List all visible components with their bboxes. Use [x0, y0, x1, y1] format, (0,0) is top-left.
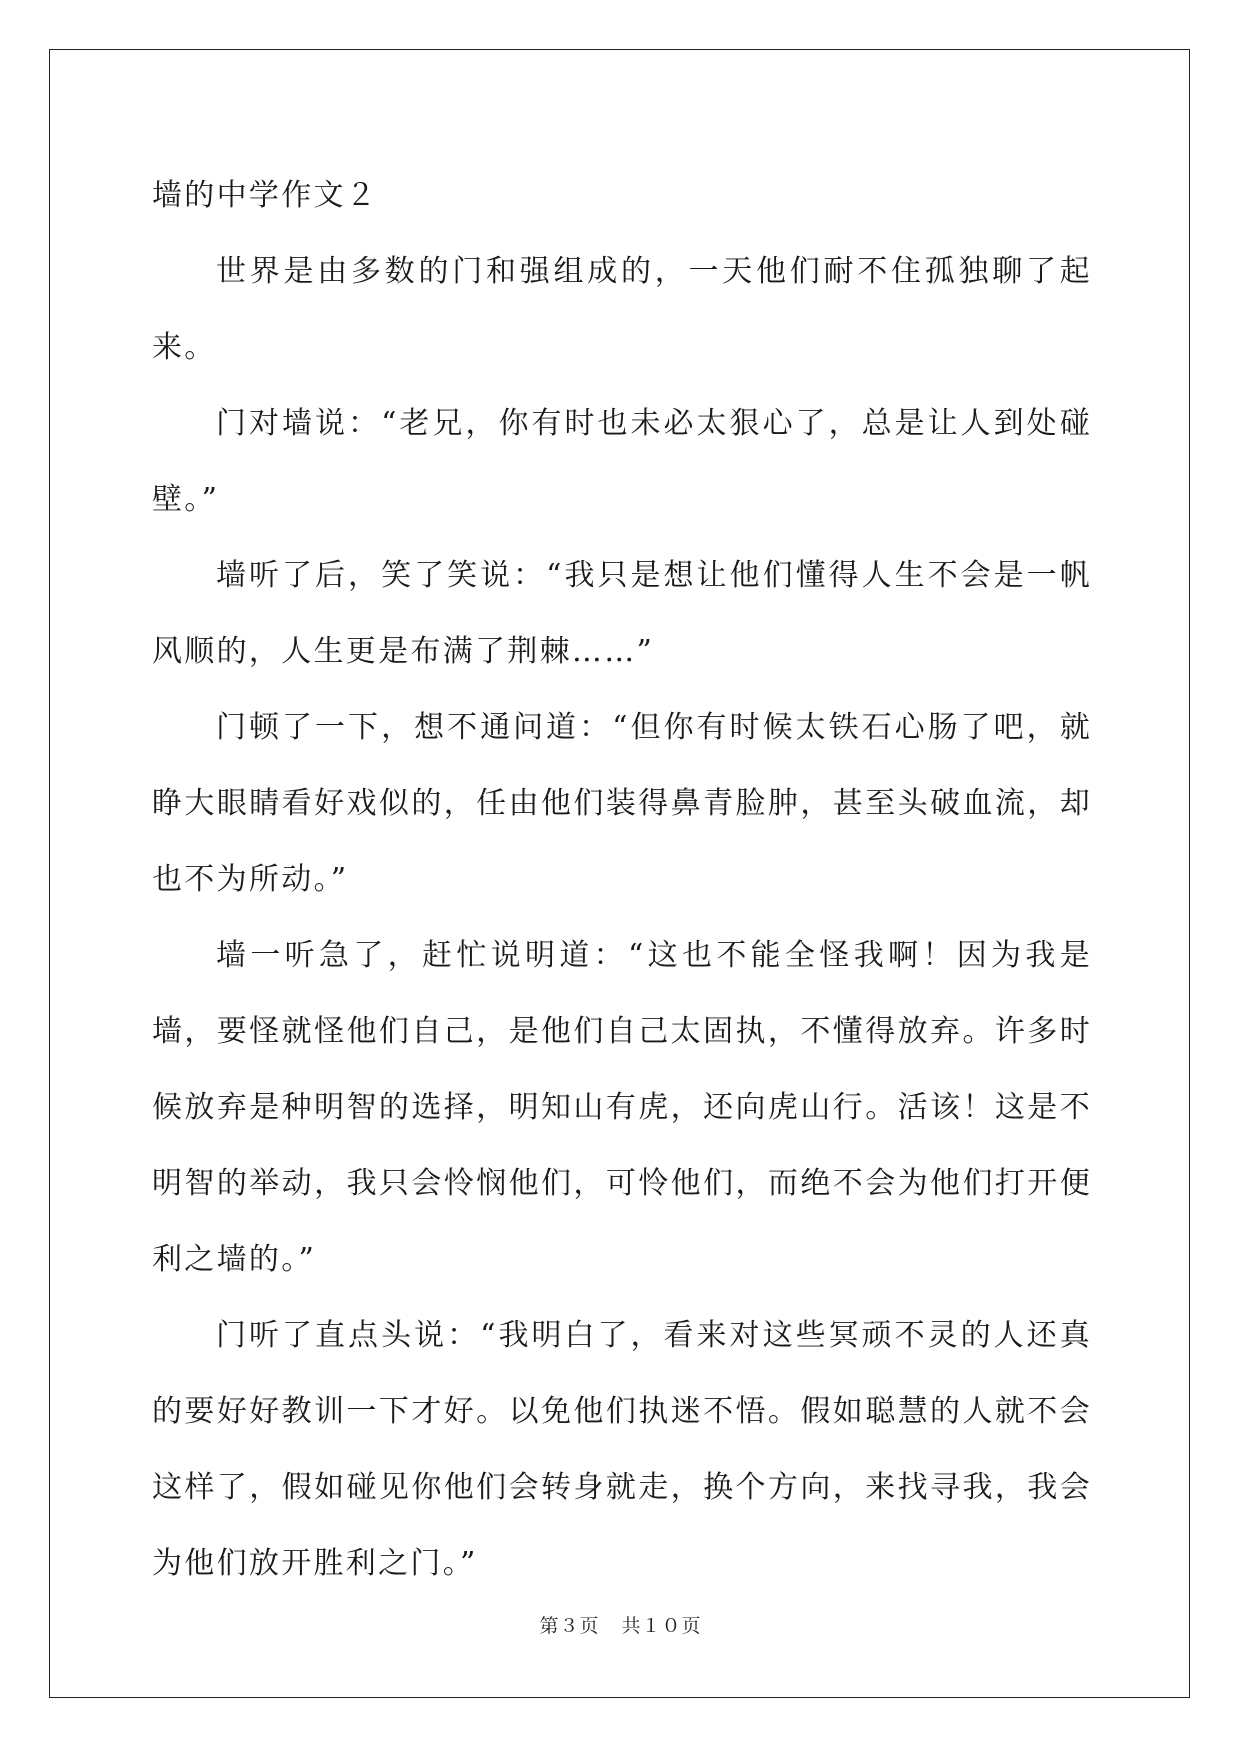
document-body — [152, 158, 1092, 1602]
paragraph: 世界是由多数的门和强组成的，一天他们耐不住孤独聊了起来。 — [152, 254, 1092, 365]
page-footer — [0, 1611, 1241, 1638]
page-number: 第３页 — [539, 1615, 600, 1637]
document-title: 墙的中学作文２ — [152, 178, 379, 213]
paragraph: 墙一听急了，赶忙说明道：“这也不能全怪我啊！因为我是墙，要怪就怪他们自己，是他们自己太固执，不懂得放弃。许多时候放弃是种明智的选择，明知山有虎，还向虎山行。活该！这是不明智的举动，我只会怜悯他们，可怜他们，而绝不会为他们打开便利之墙的。” — [152, 938, 1092, 1277]
paragraph: 门顿了一下，想不通问道：“但你有时候太铁石心肠了吧，就睁大眼睛看好戏似的，任由他们装得鼻青脸肿，甚至头破血流，却也不为所动。” — [152, 710, 1092, 897]
paragraph: 门对墙说：“老兄，你有时也未必太狠心了，总是让人到处碰壁。” — [152, 406, 1092, 517]
paragraph: 门听了直点头说：“我明白了，看来对这些冥顽不灵的人还真的要好好教训一下才好。以免他们执迷不悟。假如聪慧的人就不会这样了，假如碰见你他们会转身就走，换个方向，来找寻我，我会为他们放开胜利之门。” — [152, 1318, 1092, 1581]
paragraph: 墙听了后，笑了笑说：“我只是想让他们懂得人生不会是一帆风顺的，人生更是布满了荆棘……” — [152, 558, 1092, 669]
page-total: 共１０页 — [621, 1615, 702, 1637]
